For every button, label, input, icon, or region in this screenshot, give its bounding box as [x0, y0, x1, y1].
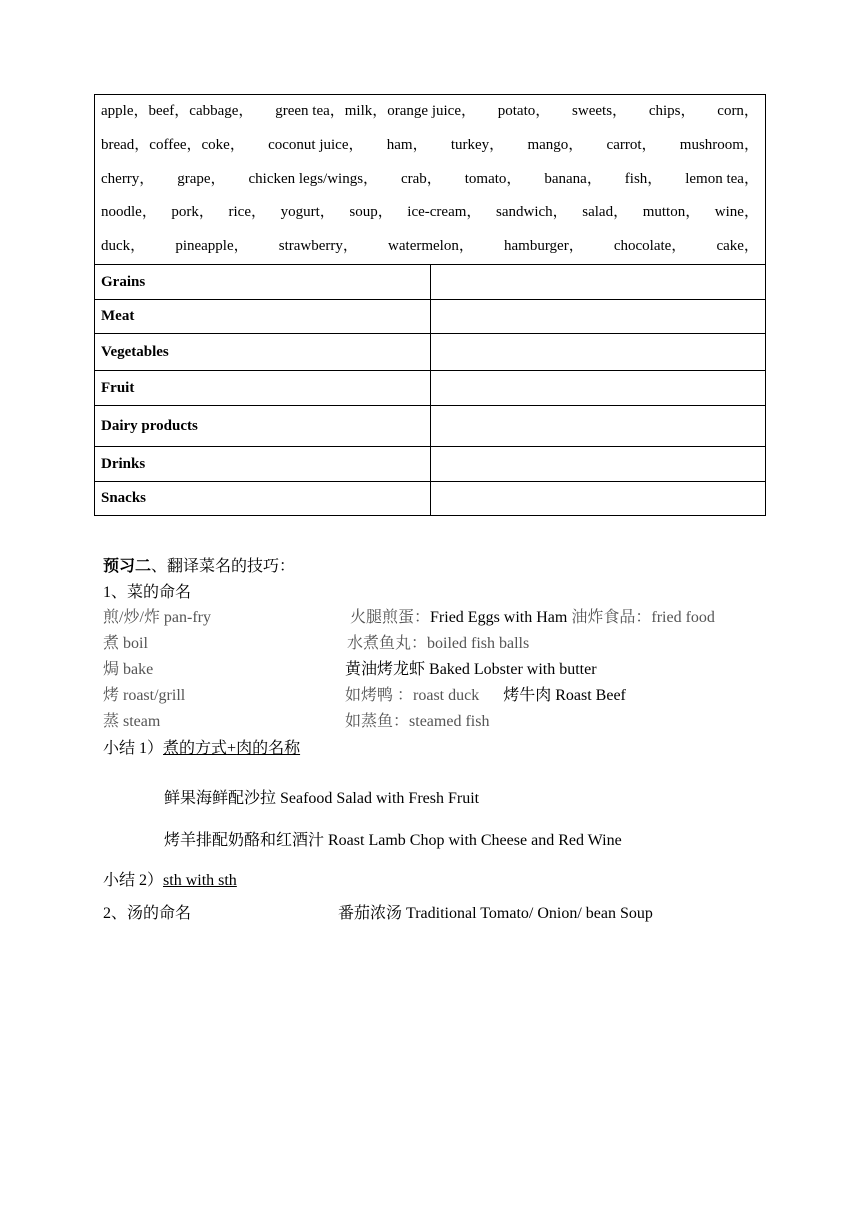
- word: banana，: [544, 170, 602, 187]
- method-example: 水煮鱼丸：boiled fish balls: [347, 635, 530, 652]
- category-row-fruit: [95, 371, 766, 406]
- method-steam: 蒸 steam: [103, 713, 161, 730]
- category-row-dairy: [95, 406, 766, 447]
- word: turkey，: [450, 136, 505, 153]
- answer-cell[interactable]: [430, 265, 766, 300]
- answer-cell[interactable]: [430, 334, 766, 371]
- word: crab，: [401, 170, 442, 187]
- answer-cell[interactable]: [430, 447, 766, 482]
- word: tomato，: [464, 170, 522, 187]
- soup-example: 番茄浓汤 Traditional Tomato/ Onion/ bean Soup: [338, 905, 653, 922]
- word: ham，: [386, 136, 428, 153]
- word: cake，: [716, 238, 759, 255]
- word: fish，: [624, 170, 663, 187]
- category-row-snacks: [95, 482, 766, 516]
- word-line: [101, 95, 759, 129]
- word: ice-cream，: [407, 204, 482, 221]
- word: bread，coffee，coke，: [101, 136, 245, 153]
- word: strawberry，: [278, 238, 358, 255]
- word: sandwich，: [496, 204, 568, 221]
- category-label: Fruit: [95, 371, 431, 406]
- word: pineapple，: [175, 238, 249, 255]
- example-dish-1: 鲜果海鲜配沙拉 Seafood Salad with Fresh Fruit: [164, 790, 480, 807]
- category-label: Grains: [95, 265, 431, 300]
- vocabulary-table: [94, 94, 766, 516]
- heading-bold: 预习二: [103, 558, 152, 575]
- category-row-meat: [95, 300, 766, 334]
- answer-cell[interactable]: [430, 406, 766, 447]
- word: yogurt，: [280, 204, 335, 221]
- word: chocolate，: [613, 238, 687, 255]
- word: duck，: [101, 238, 146, 255]
- answer-cell[interactable]: [430, 300, 766, 334]
- category-label: Meat: [95, 300, 431, 334]
- word: carrot，: [606, 136, 657, 153]
- word: wine，: [714, 204, 759, 221]
- word-line: [101, 230, 759, 264]
- word: soup，: [349, 204, 393, 221]
- method-example: 黄油烤龙虾 Baked Lobster with butter: [345, 661, 597, 678]
- word-line: [101, 163, 759, 197]
- word-line: [101, 129, 759, 163]
- word: coconut juice，: [268, 136, 364, 153]
- method-boil: 煮 boil: [103, 635, 148, 652]
- method-example: 如烤鸭 ：roast duck 烤牛肉 Roast Beef: [345, 687, 626, 704]
- subheading-soup-naming: 2、汤的命名: [103, 905, 192, 922]
- word: green tea，milk，orange juice，: [275, 103, 476, 119]
- word-line: [101, 196, 759, 230]
- method-pan-fry: 煎/炒/炸 pan-fry: [103, 609, 211, 626]
- word: grape，: [177, 170, 226, 187]
- word: mushroom，: [679, 136, 759, 153]
- word: cherry，: [101, 170, 155, 187]
- category-label: Snacks: [95, 482, 431, 516]
- summary-2: 小结 2）sth with sth: [103, 872, 237, 889]
- word: noodle，: [101, 204, 157, 221]
- word: corn，: [717, 103, 759, 119]
- summary-1: 小结 1）煮的方式+肉的名称: [103, 740, 301, 757]
- word: watermelon，: [388, 238, 474, 255]
- category-row-grains: [95, 265, 766, 300]
- method-roast: 烤 roast/grill: [103, 687, 186, 704]
- word: hamburger，: [504, 238, 584, 255]
- answer-cell[interactable]: [430, 482, 766, 516]
- subheading-dish-naming: 1、菜的命名: [103, 584, 192, 601]
- word: pork，: [171, 204, 214, 221]
- word: salad，: [582, 204, 629, 221]
- word: rice，: [228, 204, 266, 221]
- word: mutton，: [642, 204, 701, 221]
- word: sweets，: [572, 103, 628, 119]
- example-dish-2: 烤羊排配奶酪和红酒汁 Roast Lamb Chop with Cheese and Red Wine: [164, 832, 622, 849]
- word: potato，: [497, 103, 551, 119]
- word: mango，: [527, 136, 584, 153]
- answer-cell[interactable]: [430, 371, 766, 406]
- word: chicken legs/wings，: [248, 170, 379, 187]
- heading-rest: 、翻译菜名的技巧：: [151, 558, 296, 575]
- method-example: 如蒸鱼：steamed fish: [345, 713, 490, 730]
- word-bank-cell: [95, 95, 766, 265]
- section-heading: [103, 556, 295, 578]
- category-label: Dairy products: [95, 406, 431, 447]
- category-row-vegetables: [95, 334, 766, 371]
- word-bank-row: [95, 95, 766, 265]
- category-label: Drinks: [95, 447, 431, 482]
- method-bake: 焗 bake: [103, 661, 154, 678]
- word: lemon tea，: [685, 170, 759, 187]
- category-label: Vegetables: [95, 334, 431, 371]
- category-row-drinks: [95, 447, 766, 482]
- word: apple，beef，cabbage，: [101, 103, 254, 119]
- method-example: 火腿煎蛋：Fried Eggs with Ham 油炸食品：fried food: [350, 609, 715, 626]
- word: chips，: [648, 103, 696, 119]
